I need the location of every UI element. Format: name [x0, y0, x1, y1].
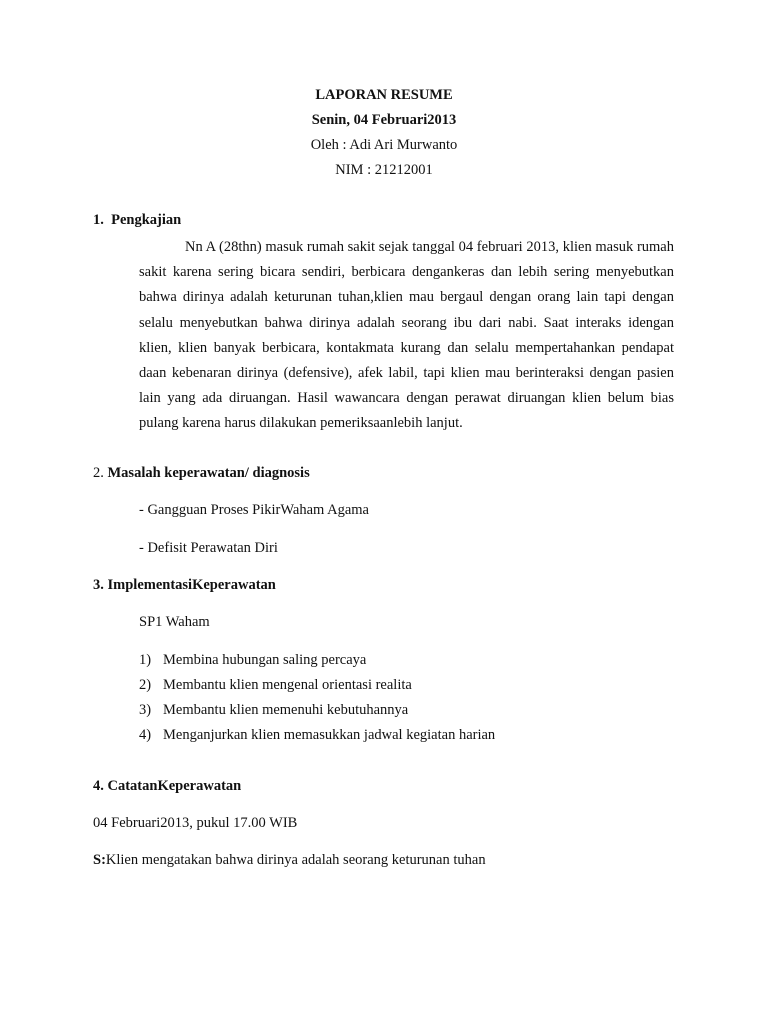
list-item: [139, 727, 495, 744]
note-date: 04 Februari2013, pukul 17.00 WIB: [93, 815, 298, 831]
list-item-text: Menganjurkan klien memasukkan jadwal kegiatan harian: [163, 727, 496, 743]
list-item-text: Membina hubungan saling percaya: [163, 652, 367, 668]
section4-heading: 4. CatatanKeperawatan: [93, 778, 242, 794]
list-item-number: 2): [139, 677, 152, 693]
section2-title: Masalah keperawatan/ diagnosis: [107, 465, 310, 481]
list-item: [139, 652, 366, 669]
section1-number: 1.: [93, 212, 104, 228]
diagnosis-item: - Defisit Perawatan Diri: [139, 540, 278, 556]
list-item-text: Membantu klien mengenal orientasi realita: [163, 677, 412, 693]
list-item: [139, 677, 412, 694]
section3-subheading: SP1 Waham: [139, 614, 210, 630]
section2-heading: [93, 465, 310, 482]
list-item-text: Membantu klien memenuhi kebutuhannya: [163, 702, 409, 718]
report-title: LAPORAN RESUME: [315, 87, 453, 103]
section3-heading: 3. ImplementasiKeperawatan: [93, 577, 276, 593]
report-date: Senin, 04 Februari2013: [311, 112, 457, 128]
subjective-text: Klien mengatakan bahwa dirinya adalah seorang keturunan tuhan: [105, 852, 486, 868]
list-item: [139, 702, 408, 719]
report-nim: NIM : 21212001: [335, 162, 433, 178]
list-item-number: 3): [139, 702, 152, 718]
list-item-number: 1): [139, 652, 152, 668]
diagnosis-item: - Gangguan Proses PikirWaham Agama: [139, 502, 369, 518]
section2-number: 2.: [93, 465, 104, 481]
subjective-note: [93, 852, 486, 869]
section1-paragraph: [139, 235, 674, 437]
section1-heading: [93, 212, 181, 229]
report-author: Oleh : Adi Ari Murwanto: [310, 137, 458, 153]
section1-title: Pengkajian: [111, 212, 182, 228]
section1-paragraph-text: Nn A (28thn) masuk rumah sakit sejak tanggal 04 februari 2013, klien masuk rumah sakit karena sering bicara sendiri, berbicara dengankeras dan lebih sering menyebutkan bahwa dirinya adalah keturunan tuhan,klien mau bergaul dengan orang lain tapi dengan selalu menyebutkan bahwa dirinya adalah seorang ibu dari nabi. Saat interaks idengan klien, klien banyak berbicara, kontakmata kurang dan selalu mempertahankan pendapat daan kebenaran dirinya (defensive), afek labil, tapi klien mau berinteraksi dengan pasien lain yang ada diruangan. Hasil wawancara dengan perawat diruangan klien belum bias pulang karena harus dilakukan pemeriksaanlebih lanjut.: [139, 239, 674, 432]
subjective-label: S:: [93, 852, 106, 868]
list-item-number: 4): [139, 727, 152, 743]
